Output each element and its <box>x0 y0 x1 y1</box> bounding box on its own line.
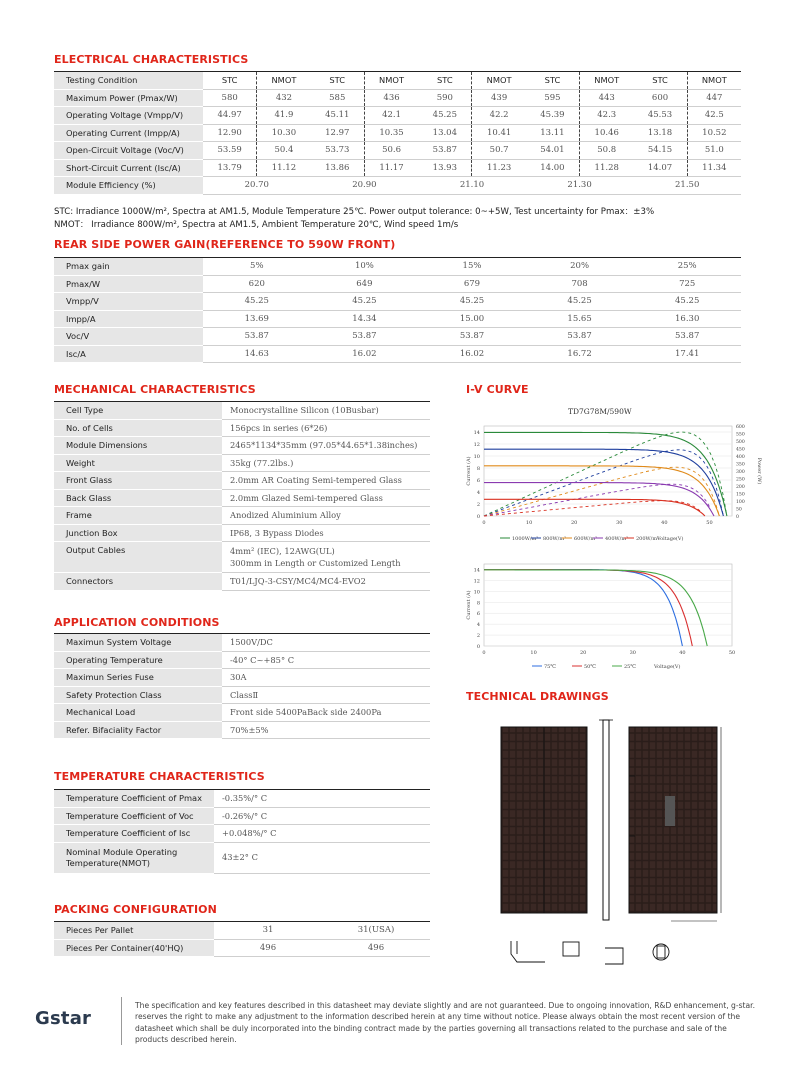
cell-value: 11.34 <box>687 159 741 177</box>
cell-value: 2.0mm Glazed Semi-tempered Glass <box>222 489 430 507</box>
legend-label: 25℃ <box>624 664 636 670</box>
table-row <box>54 159 741 177</box>
stc-note: STC: Irradiance 1000W/m², Spectra at AM1.5, Module Temperature 25℃. Power output tolerance: 0~+5W, Test uncertainty for Pmax：±3% <box>54 207 655 217</box>
cell-value: 496 <box>214 939 322 957</box>
temperature-section-title: TEMPERATURE CHARACTERISTICS <box>54 770 265 783</box>
x-tick-label: 20 <box>580 650 587 656</box>
table-row <box>54 142 741 160</box>
table-row <box>54 922 430 940</box>
cell-value: 42.2 <box>472 107 526 125</box>
cell-value: 679 <box>418 275 526 293</box>
table-row <box>54 258 741 276</box>
nmot-row <box>54 842 430 873</box>
nmot-label-line-1: Nominal Module Operating <box>66 846 178 857</box>
cell-value: 432 <box>257 89 311 107</box>
cell-value: 11.17 <box>364 159 418 177</box>
y-tick-label: 8 <box>476 466 480 472</box>
rear-section-title: REAR SIDE POWER GAIN(REFERENCE TO 590W FRONT) <box>54 238 396 251</box>
mechanical-table <box>54 401 430 591</box>
column-header: STC <box>311 72 365 90</box>
x-tick-label: 10 <box>525 520 533 526</box>
cell-value: 50.7 <box>472 142 526 160</box>
y2-tick-label: 150 <box>736 492 745 498</box>
y-axis-label: Current (A) <box>466 590 472 620</box>
iv-chart-irradiance <box>450 418 765 548</box>
cell-value: 15.65 <box>526 310 634 328</box>
cell-value: 496 <box>322 939 430 957</box>
x-tick-label: 10 <box>530 650 537 656</box>
efficiency-row <box>54 177 741 195</box>
cell-value: 50.6 <box>364 142 418 160</box>
electrical-section-title: ELECTRICAL CHARACTERISTICS <box>54 53 249 66</box>
y2-axis-label: Power (W) <box>756 457 762 485</box>
cell-value: 45.25 <box>311 293 419 311</box>
y2-tick-label: 50 <box>736 507 742 513</box>
cell-value: Anodized Aluminium Alloy <box>222 507 430 525</box>
module-side-view <box>603 720 609 920</box>
table-row <box>54 669 430 687</box>
row-label: Open-Circuit Voltage (Voc/V) <box>54 142 203 160</box>
y-tick-label: 10 <box>473 454 480 460</box>
cell-value: 156pcs in series (6*26) <box>222 419 430 437</box>
plot-area <box>484 426 732 516</box>
table-row <box>54 507 430 525</box>
nmot-value: 43±2° C <box>214 842 430 873</box>
packing-table <box>54 921 430 957</box>
cables-line-1: 4mm² (IEC), 12AWG(UL) <box>230 545 335 556</box>
table-row <box>54 419 430 437</box>
row-label: Connectors <box>54 573 222 591</box>
table-row <box>54 825 430 843</box>
efficiency-value: 21.50 <box>633 177 741 195</box>
table-row <box>54 328 741 346</box>
cell-value: 45.53 <box>633 107 687 125</box>
y-tick-label: 6 <box>476 611 480 618</box>
output-cables-value <box>222 542 430 573</box>
y-tick-label: 4 <box>476 490 480 496</box>
cell-value: 53.87 <box>418 328 526 346</box>
series-line <box>484 570 682 647</box>
efficiency-value: 21.30 <box>526 177 634 195</box>
cell-value: ClassⅡ <box>222 686 430 704</box>
series-line <box>484 570 707 646</box>
y-tick-label: 0 <box>476 514 480 520</box>
cell-value: 13.93 <box>418 159 472 177</box>
cell-value: 5% <box>203 258 311 276</box>
cell-value: 42.5 <box>687 107 741 125</box>
legend-label: 200W/m² <box>636 536 660 542</box>
cell-value: 16.02 <box>311 345 419 363</box>
y2-tick-label: 400 <box>736 455 745 460</box>
cell-value: 45.25 <box>526 293 634 311</box>
legend-label: 50℃ <box>584 664 596 670</box>
cell-value: 708 <box>526 275 634 293</box>
cell-value: 54.01 <box>526 142 580 160</box>
cell-value: 13.11 <box>526 124 580 142</box>
output-cables-row <box>54 542 430 573</box>
row-label: Short-Circuit Current (Isc/A) <box>54 159 203 177</box>
cell-value: 2.0mm AR Coating Semi-tempered Glass <box>222 472 430 490</box>
cell-value: 45.39 <box>526 107 580 125</box>
cell-value: 42.1 <box>364 107 418 125</box>
row-label: Pmax/W <box>54 275 203 293</box>
nmot-label-line-2: Temperature(NMOT) <box>66 858 150 868</box>
table-row <box>54 524 430 542</box>
legend-label: 400W/m² <box>605 536 629 542</box>
cell-value: 50.4 <box>257 142 311 160</box>
cell-value: 2465*1134*35mm (97.05*44.65*1.38inches) <box>222 437 430 455</box>
cell-value: 595 <box>526 89 580 107</box>
x-tick-label: 0 <box>482 650 486 656</box>
table-row <box>54 939 430 957</box>
table-row <box>54 107 741 125</box>
row-label: Temperature Coefficient of Isc <box>54 825 214 843</box>
table-row <box>54 310 741 328</box>
y-tick-label: 12 <box>473 578 480 585</box>
table-row <box>54 437 430 455</box>
row-label: Temperature Coefficient of Pmax <box>54 790 214 808</box>
cell-value: 15.00 <box>418 310 526 328</box>
cell-value: 53.87 <box>311 328 419 346</box>
row-label: Front Glass <box>54 472 222 490</box>
series-line <box>484 466 719 516</box>
row-label: Operating Current (Impp/A) <box>54 124 203 142</box>
technical-drawing <box>495 716 730 978</box>
column-header: NMOT <box>364 72 418 90</box>
cell-value: 45.25 <box>633 293 741 311</box>
table-row <box>54 124 741 142</box>
cell-value: 30A <box>222 669 430 687</box>
x-tick-label: 30 <box>629 650 636 656</box>
row-label: Maximum Power (Pmax/W) <box>54 89 203 107</box>
row-label: Back Glass <box>54 489 222 507</box>
cell-value: 53.87 <box>418 142 472 160</box>
row-label: Frame <box>54 507 222 525</box>
cell-value: 53.73 <box>311 142 365 160</box>
cell-value: 53.87 <box>526 328 634 346</box>
cell-value: 41.9 <box>257 107 311 125</box>
column-header: STC <box>203 72 257 90</box>
cell-value: -0.35%/° C <box>214 790 430 808</box>
cell-value: T01/LJQ-3-CSY/MC4/MC4-EVO2 <box>222 573 430 591</box>
efficiency-value: 20.70 <box>203 177 311 195</box>
footer-divider <box>121 997 122 1045</box>
table-row <box>54 634 430 652</box>
cell-value: 580 <box>203 89 257 107</box>
cell-value: 45.25 <box>418 293 526 311</box>
y-tick-label: 2 <box>476 502 480 508</box>
table-row <box>54 686 430 704</box>
x-tick-label: 0 <box>482 520 486 526</box>
y-tick-label: 8 <box>476 600 480 607</box>
cell-value: 53.87 <box>633 328 741 346</box>
cell-value: 16.30 <box>633 310 741 328</box>
cell-value: 11.28 <box>580 159 634 177</box>
table-row <box>54 472 430 490</box>
row-label: Vmpp/V <box>54 293 203 311</box>
table-row <box>54 89 741 107</box>
header-label: Testing Condition <box>54 72 203 90</box>
x-tick-label: 50 <box>728 650 736 656</box>
table-row <box>54 345 741 363</box>
electrical-table <box>54 71 741 195</box>
application-table <box>54 633 430 739</box>
x-tick-label: 40 <box>661 520 668 526</box>
column-header: NMOT <box>472 72 526 90</box>
legend-label: 1000W/m² <box>512 536 539 542</box>
frame-section-detail <box>511 941 545 962</box>
cell-value: 50.8 <box>580 142 634 160</box>
row-label: Operating Temperature <box>54 651 222 669</box>
cell-value: 12.90 <box>203 124 257 142</box>
cell-value: 45.25 <box>418 107 472 125</box>
cell-value: 10.35 <box>364 124 418 142</box>
power-series-line <box>484 467 719 516</box>
junction-section-detail <box>605 948 623 964</box>
row-label: Maximun System Voltage <box>54 634 222 652</box>
efficiency-value: 21.10 <box>418 177 526 195</box>
column-header: STC <box>633 72 687 90</box>
y-tick-label: 10 <box>473 589 480 596</box>
cell-value: 436 <box>364 89 418 107</box>
y-tick-label: 14 <box>473 430 480 436</box>
y2-tick-label: 550 <box>736 432 745 438</box>
row-label: Operating Voltage (Vmpp/V) <box>54 107 203 125</box>
y-tick-label: 4 <box>476 622 480 629</box>
legend-label: 600W/m² <box>574 536 598 542</box>
efficiency-value: 20.90 <box>311 177 419 195</box>
series-line <box>484 499 705 516</box>
y-tick-label: 6 <box>476 478 480 484</box>
x-tick-label: 30 <box>616 520 623 526</box>
cell-value: 10.41 <box>472 124 526 142</box>
cell-value: 10.30 <box>257 124 311 142</box>
row-label: Weight <box>54 454 222 472</box>
cell-value: 45.11 <box>311 107 365 125</box>
cell-value: -40° C~+85° C <box>222 651 430 669</box>
column-header: STC <box>526 72 580 90</box>
series-line <box>484 570 692 646</box>
table-row <box>54 790 430 808</box>
table-row <box>54 651 430 669</box>
cell-value: 10.46 <box>580 124 634 142</box>
table-row <box>54 721 430 739</box>
cell-value: -0.26%/° C <box>214 807 430 825</box>
drawings-section-title: TECHNICAL DRAWINGS <box>466 690 609 703</box>
table-row <box>54 275 741 293</box>
cell-value: 20% <box>526 258 634 276</box>
table-row <box>54 807 430 825</box>
cables-line-2: 300mm in Length or Customized Length <box>230 558 401 568</box>
disclaimer-text: The specification and key features described in this datasheet may deviate slightly and are not guaranteed. Due to ongoing innovation, R&D enhancement, g-star. reserves the right to make any adjustment to the information described herein at any time without notice. Please always obtain the most recent version of the datasheet which shall be duly incorporated into the binding contract made by the parties governing all transactions related to the purchase and sale of the products described herein. <box>135 1001 756 1044</box>
y2-tick-label: 600 <box>736 425 745 430</box>
row-label: Output Cables <box>54 542 222 573</box>
cell-value: 11.12 <box>257 159 311 177</box>
y-tick-label: 14 <box>473 567 480 574</box>
row-label: No. of Cells <box>54 419 222 437</box>
cell-value: 25% <box>633 258 741 276</box>
iv-chart-temperature <box>450 558 765 676</box>
mechanical-section-title: MECHANICAL CHARACTERISTICS <box>54 383 256 396</box>
packing-section-title: PACKING CONFIGURATION <box>54 903 217 916</box>
cell-value: 447 <box>687 89 741 107</box>
cell-value: 53.59 <box>203 142 257 160</box>
cell-value: 12.97 <box>311 124 365 142</box>
row-label: Refer. Bifaciality Factor <box>54 721 222 739</box>
row-label: Junction Box <box>54 524 222 542</box>
row-label: Safety Protection Class <box>54 686 222 704</box>
cell-value: 16.02 <box>418 345 526 363</box>
table-row <box>54 704 430 722</box>
column-header: STC <box>418 72 472 90</box>
nmot-note: NMOT： Irradiance 800W/m², Spectra at AM1.5, Ambient Temperature 20℃, Wind speed 1m/s <box>54 220 459 230</box>
row-label: Maximun Series Fuse <box>54 669 222 687</box>
cell-value: 70%±5% <box>222 721 430 739</box>
cell-value: 13.79 <box>203 159 257 177</box>
x-axis-label: Voltage(V) <box>657 536 684 542</box>
gstar-logo: Gstar <box>35 1008 92 1029</box>
table-row <box>54 489 430 507</box>
nmot-label <box>54 842 214 873</box>
y-tick-label: 0 <box>476 644 480 650</box>
cell-value: 13.04 <box>418 124 472 142</box>
y2-tick-label: 350 <box>736 462 745 468</box>
cell-value: 51.0 <box>687 142 741 160</box>
row-label: Pmax gain <box>54 258 203 276</box>
cell-value: IP68, 3 Bypass Diodes <box>222 524 430 542</box>
cell-value: Front side 5400PaBack side 2400Pa <box>222 704 430 722</box>
cell-value: 14.00 <box>526 159 580 177</box>
cell-value: 13.18 <box>633 124 687 142</box>
row-label: Impp/A <box>54 310 203 328</box>
x-axis-label: Voltage(V) <box>654 664 681 670</box>
cell-value: +0.048%/° C <box>214 825 430 843</box>
cell-value: 590 <box>418 89 472 107</box>
cell-value: 10.52 <box>687 124 741 142</box>
y-axis-label: Current (A) <box>466 456 472 486</box>
y2-tick-label: 100 <box>736 500 745 505</box>
row-label: Module Dimensions <box>54 437 222 455</box>
table-row <box>54 573 430 591</box>
row-label: Pieces Per Pallet <box>54 922 214 940</box>
table-header-row <box>54 72 741 90</box>
cell-value: 15% <box>418 258 526 276</box>
cell-value: 53.87 <box>203 328 311 346</box>
column-header: NMOT <box>580 72 634 90</box>
cell-value: 725 <box>633 275 741 293</box>
x-tick-label: 20 <box>570 520 578 526</box>
cell-value: 1500V/DC <box>222 634 430 652</box>
cell-value: 585 <box>311 89 365 107</box>
y2-tick-label: 300 <box>736 470 745 475</box>
cell-value: 35kg (77.2lbs.) <box>222 454 430 472</box>
row-label: Temperature Coefficient of Voc <box>54 807 214 825</box>
row-label: Voc/V <box>54 328 203 346</box>
cell-value: 31 <box>214 922 322 940</box>
cell-value: 439 <box>472 89 526 107</box>
cell-value: 16.72 <box>526 345 634 363</box>
y2-tick-label: 200 <box>736 485 745 490</box>
cell-value: 620 <box>203 275 311 293</box>
rear-gain-table <box>54 257 741 363</box>
cell-value: 11.23 <box>472 159 526 177</box>
table-row <box>54 402 430 420</box>
y-tick-label: 12 <box>473 442 480 448</box>
cell-value: 10% <box>311 258 419 276</box>
cell-value: 13.86 <box>311 159 365 177</box>
application-section-title: APPLICATION CONDITIONS <box>54 616 220 629</box>
cell-value: 14.63 <box>203 345 311 363</box>
cell-value: 14.07 <box>633 159 687 177</box>
y2-tick-label: 250 <box>736 477 745 483</box>
y2-tick-label: 450 <box>736 447 745 453</box>
cell-value: Monocrystalline Silicon (10Busbar) <box>222 402 430 420</box>
power-series-line <box>484 432 727 516</box>
cell-value: 443 <box>580 89 634 107</box>
row-label: Isc/A <box>54 345 203 363</box>
row-label: Pieces Per Container(40'HQ) <box>54 939 214 957</box>
table-row <box>54 454 430 472</box>
cell-value: 45.25 <box>203 293 311 311</box>
iv-section-title: I-V CURVE <box>466 383 529 396</box>
cell-value: 54.15 <box>633 142 687 160</box>
temperature-table <box>54 789 430 874</box>
table-row <box>54 293 741 311</box>
cell-value: 31(USA) <box>322 922 430 940</box>
x-tick-label: 40 <box>679 650 686 656</box>
cell-value: 13.69 <box>203 310 311 328</box>
row-label: Cell Type <box>54 402 222 420</box>
cell-value: 600 <box>633 89 687 107</box>
legend-label: 75℃ <box>544 664 556 670</box>
column-header: NMOT <box>257 72 311 90</box>
legend-label: 800W/m² <box>543 536 567 542</box>
y-tick-label: 2 <box>476 633 480 640</box>
cell-value: 649 <box>311 275 419 293</box>
y2-tick-label: 500 <box>736 440 745 445</box>
power-series-line <box>484 501 701 516</box>
y2-tick-label: 0 <box>736 515 739 520</box>
cell-value: 44.97 <box>203 107 257 125</box>
cell-value: 17.41 <box>633 345 741 363</box>
row-label: Mechanical Load <box>54 704 222 722</box>
iv-chart-title: TD7G78M/590W <box>568 407 632 416</box>
row-label: Module Efficiency (%) <box>54 177 203 195</box>
x-tick-label: 50 <box>706 520 713 526</box>
cell-value: 42.3 <box>580 107 634 125</box>
column-header: NMOT <box>687 72 741 90</box>
cell-value: 14.34 <box>311 310 419 328</box>
series-line <box>484 432 727 516</box>
